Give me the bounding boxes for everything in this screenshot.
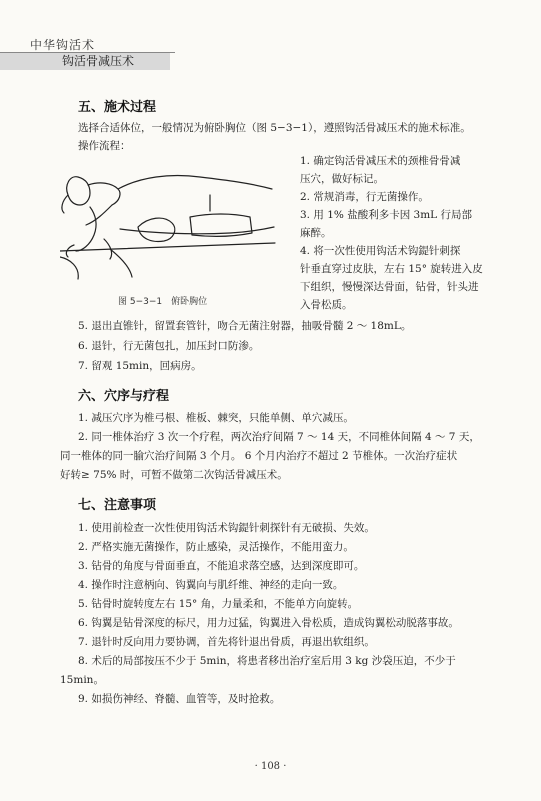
section7-line: 5. 钻骨时旋转度左右 15° 角，力量柔和，不能单方向旋转。 xyxy=(78,598,359,610)
section7-line: 3. 钻骨的角度与骨面垂直，不能追求落空感，达到深度即可。 xyxy=(78,560,365,572)
section7-line: 4. 操作时注意柄向、钩翼向与肌纤维、神经的走向一致。 xyxy=(78,579,344,591)
page-number: · 108 · xyxy=(254,761,287,772)
section7-line: 7. 退针时反向用力要协调，首先将针退出骨质，再退出软组织。 xyxy=(78,636,375,648)
section5-title: 五、施术过程 xyxy=(78,100,157,115)
step-line: 入骨松质。 xyxy=(300,299,353,311)
step-line: 5. 退出直锥针，留置套管针，吻合无菌注射器，抽吸骨髓 2 ～ 18mL。 xyxy=(78,320,412,332)
figure-caption: 图 5−3−1 俯卧胸位 xyxy=(118,297,208,307)
section7-line: 9. 如损伤神经、脊髓、血管等，及时抢救。 xyxy=(78,693,281,705)
step-line: 针垂直穿过皮肤，左右 15° 旋转进入皮 xyxy=(300,263,483,275)
section6-title: 六、穴序与疗程 xyxy=(78,389,170,404)
section6-line: 同一椎体的同一腧穴治疗间隔 3 个月。 6 个月内治疗不超过 2 节椎体。一次治疗症状 xyxy=(60,450,458,462)
section7-line: 6. 钩翼是钻骨深度的标尺，用力过猛，钩翼进入骨松质，造成钩翼松动脱落事故。 xyxy=(78,617,459,629)
prone-position-figure xyxy=(60,155,285,285)
step-line: 7. 留观 15min，回病房。 xyxy=(78,360,202,372)
section7-line: 2. 严格实施无菌操作，防止感染，灵活操作，不能用蛮力。 xyxy=(78,541,354,553)
step-line: 1. 确定钩活骨减压术的颈椎骨骨减 xyxy=(300,155,461,167)
step-line: 3. 用 1% 盐酸利多卡因 3mL 行局部 xyxy=(300,209,472,221)
step-line: 6. 退针，行无菌包扎，加压封口防渗。 xyxy=(78,340,260,352)
section7-line: 8. 术后的局部按压不少于 5min，将患者移出治疗室后用 3 kg 沙袋压迫，不少于 xyxy=(78,655,456,667)
section7-line: 1. 使用前检查一次性使用钩活术钩鍉针刺探针有无破损、失效。 xyxy=(78,522,375,534)
chapter-title: 钩活骨减压术 xyxy=(62,54,135,68)
step-line: 下组织，慢慢深达骨面，钻骨，针头进 xyxy=(300,281,479,293)
section6-line: 好转≥ 75% 时，可暂不做第二次钩活骨减压术。 xyxy=(60,469,288,481)
step-line: 麻醉。 xyxy=(300,227,332,239)
section7-title: 七、注意事项 xyxy=(78,498,157,513)
section6-line: 2. 同一椎体治疗 3 次一个疗程，两次治疗间隔 7 ～ 14 天，不同椎体间隔 4 ～ 7 天， xyxy=(78,431,480,443)
step-line: 压穴，做好标记。 xyxy=(300,173,384,185)
section5-intro-line2: 操作流程： xyxy=(78,140,131,152)
section5-intro-line1: 选择合适体位，一般情况为俯卧胸位（图 5−3−1），遵照钩活骨减压术的施术标准。 xyxy=(78,122,471,134)
section7-line: 15min。 xyxy=(60,674,104,686)
step-line: 2. 常规消毒，行无菌操作。 xyxy=(300,191,429,203)
book-title: 中华钩活术 xyxy=(30,38,96,52)
section6-line: 1. 减压穴序为椎弓根、椎板、棘突，只能单侧、单穴减压。 xyxy=(78,412,354,424)
step-line: 4. 将一次性使用钩活术钩鍉针刺探 xyxy=(300,245,461,257)
